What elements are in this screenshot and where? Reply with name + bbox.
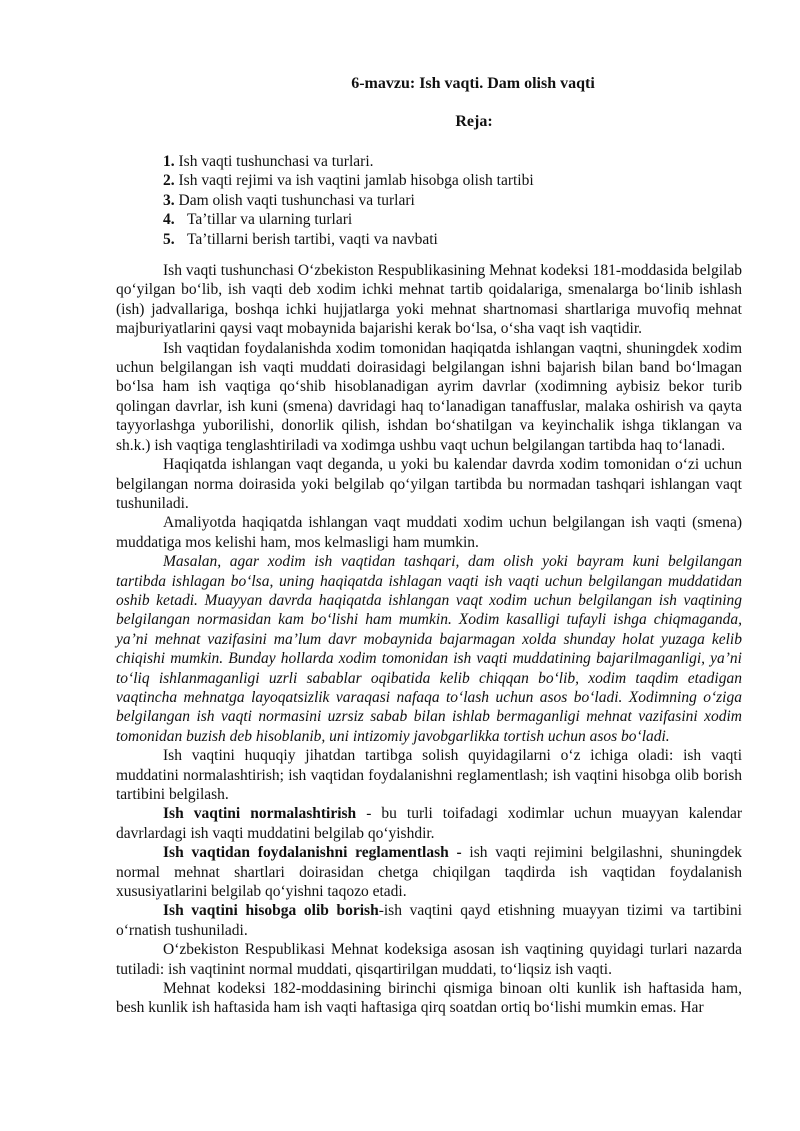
plan-list <box>116 152 742 249</box>
plan-item <box>163 152 742 171</box>
plan-item-number: 5. <box>163 230 175 248</box>
plan-item-text: Ish vaqti rejimi va ish vaqtini jamlab hisobga olish tartibi <box>174 172 534 190</box>
plan-item-number: 4. <box>163 211 175 229</box>
paragraph: O‘zbekiston Respublikasi Mehnat kodeksiga asosan ish vaqtining quyidagi turlari nazarda tutiladi: ish vaqtinint normal muddati, qisqartirilgan muddati, to‘liqsiz ish vaqti. <box>116 941 742 978</box>
definition-term: Ish vaqtini hisobga olib borish <box>163 902 379 920</box>
definition-paragraph <box>116 843 742 901</box>
plan-item <box>163 171 742 190</box>
plan-item-number: 2. <box>163 172 175 190</box>
definition-term: Ish vaqtidan foydalanishni reglamentlash - <box>163 844 462 862</box>
plan-item-number: 3. <box>163 191 175 209</box>
paragraph: Ish vaqtini huquqiy jihatdan tartibga solish quyidagilarni o‘z ichiga oladi: ish vaqti muddatini normalashtirish; ish vaqtidan foydalanishni reglamentlash; ish vaqtini hisobga olib borish tartibini belgilash. <box>116 747 742 803</box>
paragraph: Ish vaqtidan foydalanishda xodim tomonidan haqiqatda ishlangan vaqtni, shuningdek xodim uchun belgilangan ish vaqti muddati doirasidagi belgilangan ishni bajarish bilan band bo‘lmagan bo‘lsa ham ish vaqtiga qo‘shib hisoblanadigan ayrim davrlar (xodimning aybisiz bekor turib qolingan davrlar, ish kuni (smena) davridagi haq to‘lanadigan tanaffuslar, malaka oshirish va qayta tayyorlashga yuborilishi, donorlik qilish, ishdan bo‘shatilgan va keyinchalik ishga tiklangan va sh.k.) ish vaqtiga tenglashtiriladi va xodimga ushbu vaqt uchun belgilangan tartibda haq to‘lanadi. <box>116 339 742 454</box>
definition-term: Ish vaqtini normalashtirish <box>163 805 357 823</box>
definition-text: ish vaqti rejimini belgilashni, shuningdek normal mehnat shartlari doirasidan chetga chiqilgan taqdirda ish vaqtidan foydalanish xususiyatlarini belgilab qo‘yishni taqozo etadi. <box>116 844 742 901</box>
example-paragraph: Masalan, agar xodim ish vaqtidan tashqari, dam olish yoki bayram kuni belgilangan tartibda ishlagan bo‘lsa, uning haqiqatda ishlagan vaqti ish vaqti uchun belgilangan muddatidan oshib ketadi. Muayyan davrda haqiqatda ishlangan vaqt xodim uchun belgilangan ish vaqtining belgilangan normasidan kam bo‘lishi ham mumkin. Xodim kasalligi tufayli ishga chiqmaganda, ya’ni mehnat vazifasini ma’lum davr mobaynida bajarmagan xolda shunday holat yuzaga kelib chiqishi mumkin. Bunday hollarda xodim tomonidan ish vaqti muddatining bajarilmaganligi, ya’ni to‘liq ishlanmaganligi uzrli sabablar oqibatida kelib chiqqan bo‘lib, xodim taqdim etadigan vaqtincha mehnatga layoqatsizlik varaqasi nafaqa to‘lash uchun asos bo‘ladi. Xodimning o‘ziga belgilangan ish vaqti normasini uzrsiz sabab bilan ishlab bermaganligi mehnat vazifasini xodim tomonidan buzish deb hisoblanib, uni intizomiy javobgarlikka tortish uchun asos bo‘ladi. <box>116 553 742 745</box>
definition-paragraph <box>116 901 742 940</box>
paragraph: Mehnat kodeksi 182-moddasining birinchi qismiga binoan olti kunlik ish haftasida ham, besh kunlik ish haftasida ham ish vaqti haftasiga qirq soatdan ortiq bo‘lishi mumkin emas. Har <box>116 980 742 1017</box>
page-title: 6-mavzu: Ish vaqti. Dam olish vaqti <box>351 75 595 92</box>
plan-item-text: Ta’tillar va ularning turlari <box>187 211 353 229</box>
plan-item <box>163 230 742 249</box>
definition-paragraph <box>116 804 742 843</box>
plan-heading: Reja: <box>455 113 493 130</box>
plan-item-text: Ish vaqti tushunchasi va turlari. <box>174 153 374 170</box>
definition-text: -ish vaqtini qayd etishning muayyan tizimi va tartibini o‘rnatish tushuniladi. <box>116 902 742 939</box>
paragraph: Haqiqatda ishlangan vaqt deganda, u yoki bu kalendar davrda xodim tomonidan o‘zi uchun belgilangan norma doirasida yoki belgilab qo‘yilgan tartibda bu normadan tashqari ishlangan vaqt tushuniladi. <box>116 456 742 512</box>
paragraph: Ish vaqti tushunchasi O‘zbekiston Respublikasining Mehnat kodeksi 181-moddasida belgilab qo‘yilgan bo‘lib, ish vaqti deb xodim ichki mehnat tartib qoidalariga, smenalarga bo‘linib ishlash (ish) jadvallariga, boshqa ichki hujjatlarga yoki mehnat shartnomasi shartlariga muvofiq mehnat majburiyatlarini qaysi vaqt mobaynida bajarishi kerak bo‘lsa, o‘sha vaqt ish vaqtidir. <box>116 262 742 338</box>
plan-item-number: 1. <box>163 153 175 170</box>
plan-item <box>163 210 742 229</box>
plan-item-text: Dam olish vaqti tushunchasi va turlari <box>174 191 415 209</box>
definition-text: - bu turli toifadagi xodimlar uchun muayyan kalendar davrlardagi ish vaqti muddatini belgilab qo‘yishdir. <box>116 805 742 842</box>
paragraph: Amaliyotda haqiqatda ishlangan vaqt muddati xodim uchun belgilangan ish vaqti (smena) muddatiga mos kelishi ham, mos kelmasligi ham mumkin. <box>116 514 742 551</box>
plan-item-text: Ta’tillarni berish tartibi, vaqti va navbati <box>187 230 438 248</box>
document-body <box>116 261 742 1018</box>
plan-item <box>163 191 742 210</box>
